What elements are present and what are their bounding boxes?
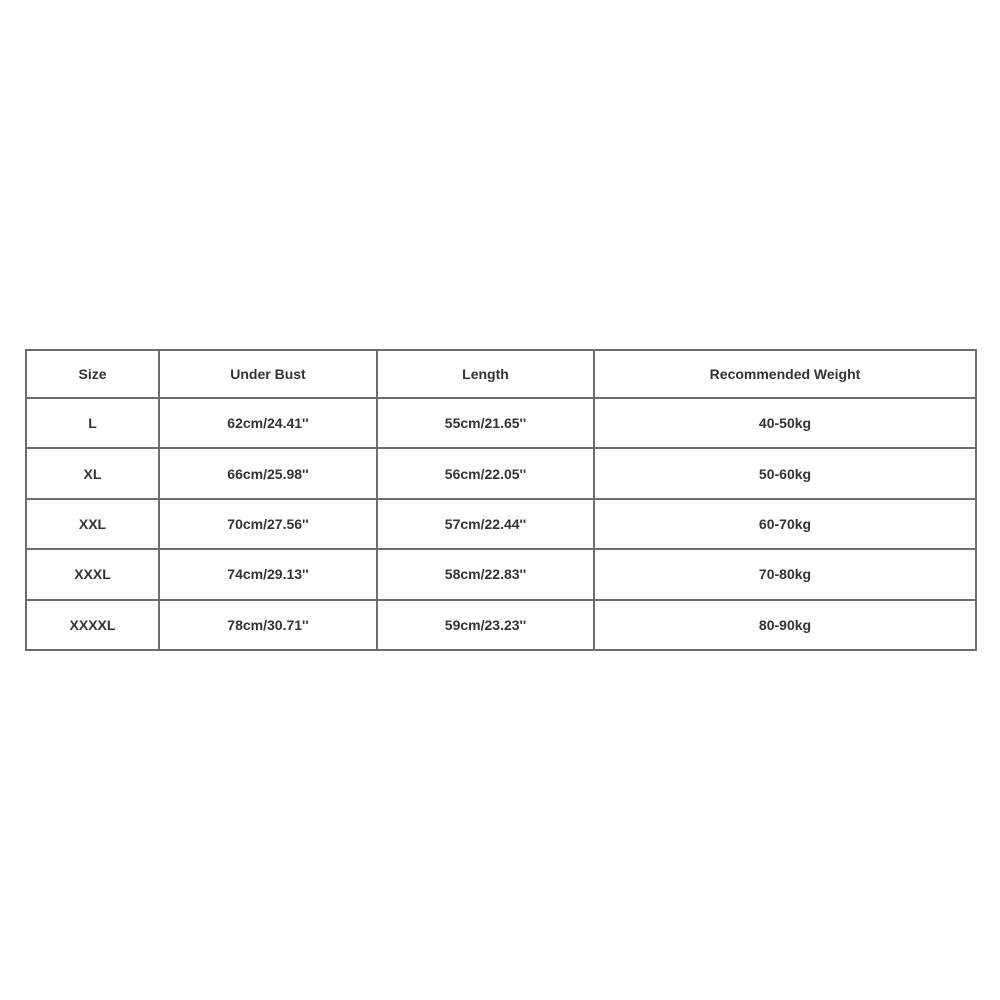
cell-length: 58cm/22.83'' — [377, 549, 594, 599]
cell-length: 55cm/21.65'' — [377, 398, 594, 448]
header-under-bust: Under Bust — [159, 350, 377, 398]
header-size: Size — [26, 350, 159, 398]
cell-recommended-weight: 70-80kg — [594, 549, 976, 599]
cell-length: 59cm/23.23'' — [377, 600, 594, 650]
size-chart-table — [25, 349, 977, 651]
header-recommended-weight: Recommended Weight — [594, 350, 976, 398]
cell-length: 56cm/22.05'' — [377, 448, 594, 498]
cell-recommended-weight: 80-90kg — [594, 600, 976, 650]
cell-under-bust: 78cm/30.71'' — [159, 600, 377, 650]
cell-length: 57cm/22.44'' — [377, 499, 594, 549]
cell-size: XXL — [26, 499, 159, 549]
cell-recommended-weight: 60-70kg — [594, 499, 976, 549]
table-row — [26, 448, 976, 498]
cell-size: L — [26, 398, 159, 448]
table-header-row — [26, 350, 976, 398]
header-length: Length — [377, 350, 594, 398]
cell-size: XXXL — [26, 549, 159, 599]
cell-under-bust: 70cm/27.56'' — [159, 499, 377, 549]
cell-under-bust: 74cm/29.13'' — [159, 549, 377, 599]
table-row — [26, 499, 976, 549]
size-chart — [25, 349, 975, 651]
cell-recommended-weight: 40-50kg — [594, 398, 976, 448]
table-row — [26, 398, 976, 448]
table-row — [26, 549, 976, 599]
cell-size: XXXXL — [26, 600, 159, 650]
cell-size: XL — [26, 448, 159, 498]
cell-under-bust: 62cm/24.41'' — [159, 398, 377, 448]
cell-under-bust: 66cm/25.98'' — [159, 448, 377, 498]
table-row — [26, 600, 976, 650]
cell-recommended-weight: 50-60kg — [594, 448, 976, 498]
